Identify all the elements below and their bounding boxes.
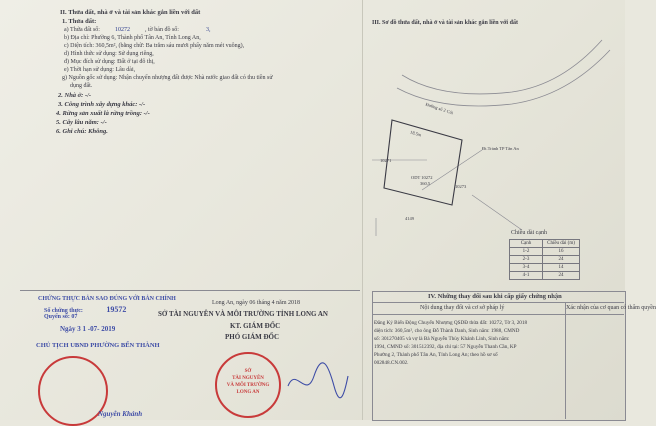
origin-row-cont: dụng đất. (70, 83, 93, 89)
change-note-line: diện tích: 360,5m², cho ông Đỗ Thành Danh, Sinh năm: 1988, CMND (374, 328, 520, 334)
section-ii-title: II. Thửa đất, nhà ở và tài sản khác gắn liền với đất (60, 9, 201, 16)
map-sheet-label: , tờ bản đồ số: (144, 27, 179, 33)
change-note-line: 1994, CMND số: 301512392, địa chỉ tại: 57 Nguyễn Thanh Cần, KP (374, 344, 517, 350)
bottom-neighbor-parcel: 4149 (405, 216, 414, 221)
table-row (510, 256, 580, 264)
table-cell: 4-1 (510, 272, 543, 280)
director-label: KT. GIÁM ĐỐC (230, 322, 281, 330)
parcel-heading: 1. Thửa đất: (62, 18, 97, 25)
certification-date: Ngày 3 1 -07- 2019 (60, 325, 116, 333)
parcel-outline (384, 120, 462, 205)
neighbor-line (472, 195, 522, 230)
top-dimension: 18.5m (409, 129, 422, 138)
deputy-director-label: PHÓ GIÁM ĐỐC (225, 333, 280, 341)
certification-number-row (44, 305, 126, 314)
table-cell: 3-4 (510, 264, 543, 272)
table-row (510, 272, 580, 280)
parcel-number-row (64, 27, 210, 33)
other-works-row: 3. Công trình xây dựng khác: -/- (58, 101, 146, 108)
road-label: Đường số 2 Củi (424, 101, 454, 116)
table-row (510, 248, 580, 256)
table-cell: 14 (543, 264, 580, 272)
parcel-number: 10272 (114, 27, 130, 33)
section-iii-title: III. Sơ đồ thửa đất, nhà ở và tài sản khác gắn liền với đất (372, 20, 518, 26)
issuing-agency: SỞ TÀI NGUYÊN VÀ MÔI TRƯỜNG TỈNH LONG AN (158, 310, 328, 318)
usage-purpose-row: đ) Mục đích sử dụng: Đất ở tại đô thị, (64, 59, 155, 65)
forest-row: 4. Rừng sản xuất là rừng trồng: -/- (56, 110, 150, 117)
map-sheet-number: 3, (205, 27, 211, 33)
parcel-code: ODT 10272 (411, 175, 433, 180)
table-cell: 24 (543, 256, 580, 264)
parcel-area-label: 360,5 (420, 181, 431, 186)
book-number: Quyển số: 07 (44, 314, 78, 320)
address-row: b) Địa chỉ: Phường 6, Thành phố Tân An, Tỉnh Long An, (64, 35, 201, 41)
district-label: Đt.Trảnh TP Tân An (482, 146, 519, 151)
table-cell: 2-3 (510, 256, 543, 264)
changes-confirmation-header: Xác nhận của cơ quan có thẩm quyền (566, 305, 656, 311)
certified-copy-title: CHỨNG THỰC BẢN SAO ĐÚNG VỚI BẢN CHÍNH (38, 296, 176, 302)
house-row: 2. Nhà ở: -/- (58, 92, 92, 99)
table-header: Cạnh (510, 240, 543, 248)
official-signature (282, 356, 352, 406)
change-note-line: Phường 2, Thành phố Tân An, Tỉnh Long An; theo hồ sơ số (374, 352, 498, 358)
parcel-number-label: a) Thửa đất số: (64, 27, 100, 33)
right-neighbor-parcel: 10273 (455, 184, 467, 189)
usage-form-row: d) Hình thức sử dụng: Sử dụng riêng, (64, 51, 154, 57)
table-header-row (510, 240, 580, 248)
neighbor-line (422, 150, 482, 190)
divider (20, 290, 360, 291)
table-cell: 1-2 (510, 248, 543, 256)
column-divider (565, 302, 566, 419)
left-neighbor-parcel: 10271 (380, 158, 392, 163)
usage-term-row: e) Thời hạn sử dụng: Lâu dài, (64, 67, 136, 73)
note-row: 6. Ghi chú: Không. (56, 128, 108, 135)
perennial-row: 5. Cây lâu năm: -/- (56, 119, 107, 126)
certifier-name: Nguyễn Khánh (98, 410, 143, 418)
certification-number: 19572 (106, 305, 127, 314)
edge-length-title: Chiều dài cạnh (511, 230, 547, 236)
place-and-date: Long An, ngày 06 tháng 4 năm 2018 (212, 300, 300, 306)
origin-row: g) Nguồn gốc sử dụng: Nhận chuyển nhượng đất được Nhà nước giao đất có thu tiền sử (62, 75, 273, 81)
agency-seal-text: SỞ TÀI NGUYÊN VÀ MÔI TRƯỜNG LONG AN (226, 369, 270, 395)
change-note-line: số: 301270405 và vợ là Bà Nguyễn Thùy Khánh Linh, Sinh năm: (374, 336, 510, 342)
changes-content-header: Nội dung thay đổi và cơ sở pháp lý (420, 305, 505, 311)
divider (372, 302, 624, 303)
area-row: c) Diện tích: 360,5m², (bằng chữ: Ba trăm sáu mươi phẩy năm mét vuông), (64, 43, 245, 49)
section-iv-title: IV. Những thay đổi sau khi cấp giấy chứng nhận (428, 293, 562, 300)
table-header: Chiều dài (m) (543, 240, 580, 248)
certification-number-label: Số chứng thực: (44, 308, 83, 314)
agency-seal (215, 352, 281, 418)
edge-length-table (509, 239, 580, 280)
table-row (510, 264, 580, 272)
ward-chairman-title: CHỦ TỊCH UBND PHƯỜNG BẾN THÀNH (36, 342, 160, 349)
divider (372, 314, 624, 315)
road-boundary (402, 40, 602, 94)
table-cell: 24 (543, 272, 580, 280)
change-note-line: Đăng Ký Biến Động Chuyển Nhượng QSDĐ thửa đất: 10272, Tờ 3, 2018 (374, 320, 528, 326)
road-boundary-inner (397, 50, 610, 106)
table-cell: 16 (543, 248, 580, 256)
change-note-line: 002848.CN.002. (374, 360, 409, 366)
